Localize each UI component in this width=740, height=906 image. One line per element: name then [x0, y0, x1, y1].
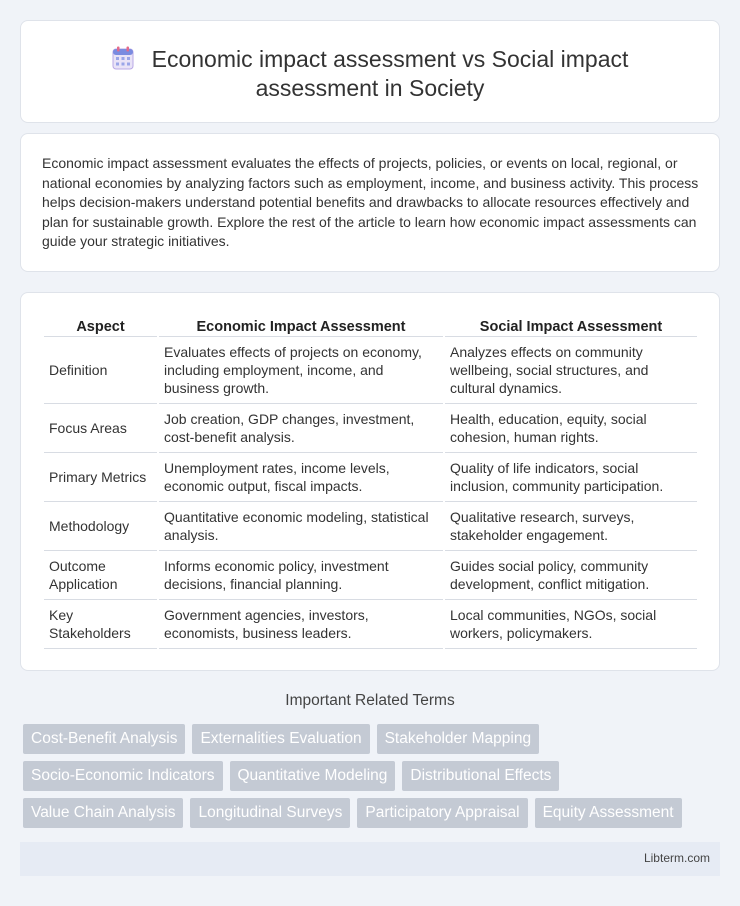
cell-aspect: Focus Areas — [44, 404, 157, 453]
cell-economic: Unemployment rates, income levels, economic output, fiscal impacts. — [159, 453, 443, 502]
related-terms — [23, 724, 713, 835]
table-row — [44, 337, 697, 404]
tag-row — [23, 724, 713, 754]
cell-economic: Quantitative economic modeling, statistical analysis. — [159, 502, 443, 551]
title-line-1: Economic impact assessment vs Social impact — [151, 46, 629, 72]
tag-value-chain-analysis[interactable]: Value Chain Analysis — [23, 798, 183, 828]
cell-social: Quality of life indicators, social inclusion, community participation. — [445, 453, 697, 502]
table-header-row — [44, 315, 697, 337]
header-aspect: Aspect — [44, 315, 157, 337]
footer-brand[interactable]: Libterm.com — [643, 851, 710, 865]
tag-row — [23, 761, 713, 791]
cell-aspect: Primary Metrics — [44, 453, 157, 502]
tag-stakeholder-mapping[interactable]: Stakeholder Mapping — [377, 724, 540, 754]
title-card — [20, 20, 720, 123]
tag-distributional-effects[interactable]: Distributional Effects — [402, 761, 559, 791]
tag-longitudinal-surveys[interactable]: Longitudinal Surveys — [190, 798, 350, 828]
header-social: Social Impact Assessment — [445, 315, 697, 337]
cell-economic: Government agencies, investors, economists, business leaders. — [159, 600, 443, 649]
tag-participatory-appraisal[interactable]: Participatory Appraisal — [357, 798, 527, 828]
comparison-card — [20, 292, 720, 671]
intro-text: Economic impact assessment evaluates the effects of projects, policies, or events on local, regional, or national economies by analyzing factors such as employment, income, and business activity. This process helps decision-makers understand potential benefits and drawbacks to allocate resources effectively and plan for sustainable growth. Explore the rest of the article to learn how economic impact assessments can guide your strategic initiatives. — [42, 155, 699, 249]
tag-socio-economic-indicators[interactable]: Socio-Economic Indicators — [23, 761, 223, 791]
table-row — [44, 453, 697, 502]
cell-social: Local communities, NGOs, social workers, policymakers. — [445, 600, 697, 649]
table-row — [44, 551, 697, 600]
cell-aspect: Outcome Application — [44, 551, 157, 600]
cell-aspect: Key Stakeholders — [44, 600, 157, 649]
tag-row — [23, 798, 713, 828]
cell-social: Qualitative research, surveys, stakeholder engagement. — [445, 502, 697, 551]
calendar-icon — [112, 46, 134, 70]
intro-card — [20, 133, 720, 272]
tag-externalities-evaluation[interactable]: Externalities Evaluation — [192, 724, 369, 754]
table-row — [44, 404, 697, 453]
cell-social: Guides social policy, community development, conflict mitigation. — [445, 551, 697, 600]
table-row — [44, 600, 697, 649]
comparison-table — [42, 315, 699, 649]
footer — [20, 842, 720, 876]
tag-cost-benefit-analysis[interactable]: Cost-Benefit Analysis — [23, 724, 185, 754]
title-line-2: assessment in Society — [255, 75, 485, 101]
cell-social: Analyzes effects on community wellbeing, social structures, and cultural dynamics. — [445, 337, 697, 404]
cell-economic: Job creation, GDP changes, investment, cost-benefit analysis. — [159, 404, 443, 453]
table-row — [44, 502, 697, 551]
tag-equity-assessment[interactable]: Equity Assessment — [535, 798, 682, 828]
cell-economic: Evaluates effects of projects on economy, including employment, income, and business growth. — [159, 337, 443, 404]
related-terms-title: Important Related Terms — [285, 692, 455, 709]
header-economic: Economic Impact Assessment — [159, 315, 443, 337]
cell-aspect: Definition — [44, 337, 157, 404]
tag-quantitative-modeling[interactable]: Quantitative Modeling — [230, 761, 396, 791]
cell-social: Health, education, equity, social cohesion, human rights. — [445, 404, 697, 453]
page-title — [21, 45, 719, 103]
cell-economic: Informs economic policy, investment decisions, financial planning. — [159, 551, 443, 600]
cell-aspect: Methodology — [44, 502, 157, 551]
